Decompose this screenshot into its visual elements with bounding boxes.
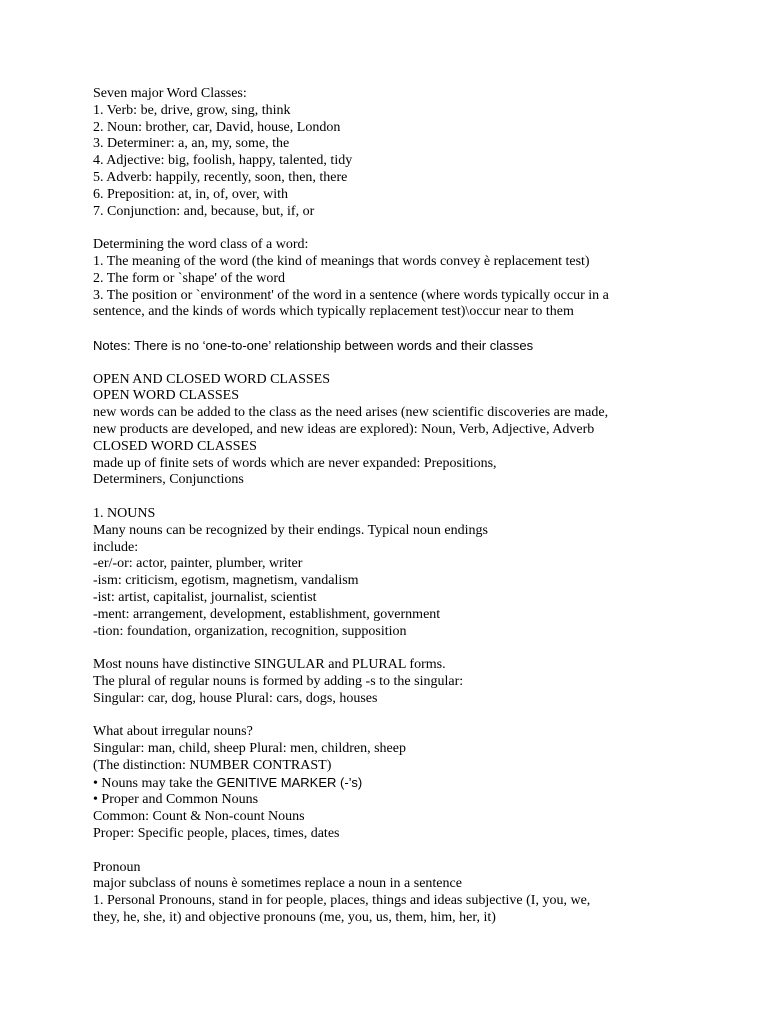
genitive-marker-text: GENITIVE MARKER (-’s) (216, 774, 363, 790)
determining-item-form: 2. The form or `shape' of the word (93, 270, 285, 286)
irregular-text: Common: Count & Non-count Nouns (93, 809, 305, 825)
irregular-text: Singular: man, child, sheep Plural: men, children, sheep (93, 741, 406, 757)
pronoun-text: major subclass of nouns è sometimes replace a noun in a sentence (93, 876, 462, 892)
open-closed-heading: OPEN AND CLOSED WORD CLASSES (93, 371, 330, 387)
word-class-item: 7. Conjunction: and, because, but, if, or (93, 203, 315, 219)
irregular-text: (The distinction: NUMBER CONTRAST) (93, 757, 332, 773)
proper-common-bullet: • Proper and Common Nouns (93, 792, 259, 808)
nouns-heading: 1. NOUNS (93, 505, 156, 521)
document-body (93, 86, 683, 927)
plural-text: Singular: car, dog, house Plural: cars, dogs, houses (93, 690, 378, 706)
closed-classes-text: Determiners, Conjunctions (93, 472, 244, 488)
spacer (93, 355, 683, 372)
genitive-bullet (93, 775, 683, 793)
spacer (93, 640, 683, 657)
word-class-item: 6. Preposition: at, in, of, over, with (93, 186, 289, 202)
determining-heading: Determining the word class of a word: (93, 237, 309, 253)
pronoun-heading: Pronoun (93, 859, 141, 875)
determining-item-position-cont: sentence, and the kinds of words which typically replacement test)\occur near to them (93, 304, 574, 320)
pronoun-text: they, he, she, it) and objective pronouns (me, you, us, them, him, her, it) (93, 910, 496, 926)
nouns-intro: include: (93, 539, 139, 555)
noun-ending-item: -tion: foundation, organization, recognition, supposition (93, 623, 407, 639)
word-class-item: 2. Noun: brother, car, David, house, London (93, 119, 341, 135)
noun-ending-item: -ist: artist, capitalist, journalist, scientist (93, 589, 317, 605)
irregular-text: Proper: Specific people, places, times, dates (93, 826, 340, 842)
word-class-item: 1. Verb: be, drive, grow, sing, think (93, 102, 291, 118)
spacer (93, 220, 683, 237)
word-class-item: 5. Adverb: happily, recently, soon, then, there (93, 169, 348, 185)
noun-ending-item: -ment: arrangement, development, establishment, government (93, 606, 441, 622)
noun-ending-item: -ism: criticism, egotism, magnetism, vandalism (93, 573, 359, 589)
open-classes-heading: OPEN WORD CLASSES (93, 388, 239, 404)
plural-text: The plural of regular nouns is formed by adding -s to the singular: (93, 673, 464, 689)
nouns-intro: Many nouns can be recognized by their endings. Typical noun endings (93, 522, 488, 538)
open-classes-text: new products are developed, and new ideas are explored): Noun, Verb, Adjective, Adverb (93, 421, 595, 437)
spacer (93, 843, 683, 860)
word-classes-heading: Seven major Word Classes: (93, 86, 247, 101)
spacer (93, 707, 683, 724)
genitive-bullet-prefix: • Nouns may take the (93, 775, 217, 791)
open-classes-text: new words can be added to the class as the need arises (new scientific discoveries are made, (93, 405, 609, 421)
word-class-item: 3. Determiner: a, an, my, some, the (93, 136, 290, 152)
irregular-text: What about irregular nouns? (93, 724, 253, 740)
determining-item-meaning: 1. The meaning of the word (the kind of meanings that words convey è replacement test) (93, 253, 590, 269)
spacer (93, 321, 683, 338)
determining-item-position: 3. The position or `environment' of the word in a sentence (where words typically occur in a (93, 287, 609, 303)
closed-classes-heading: CLOSED WORD CLASSES (93, 438, 257, 454)
noun-ending-item: -er/-or: actor, painter, plumber, writer (93, 556, 303, 572)
pronoun-text: 1. Personal Pronouns, stand in for people, places, things and ideas subjective (I, you, we, (93, 893, 591, 909)
spacer (93, 489, 683, 506)
plural-text: Most nouns have distinctive SINGULAR and PLURAL forms. (93, 657, 446, 673)
closed-classes-text: made up of finite sets of words which are never expanded: Prepositions, (93, 455, 497, 471)
notes-line: Notes: There is no ‘one-to-one’ relationship between words and their classes (93, 337, 534, 353)
word-class-item: 4. Adjective: big, foolish, happy, talented, tidy (93, 153, 353, 169)
